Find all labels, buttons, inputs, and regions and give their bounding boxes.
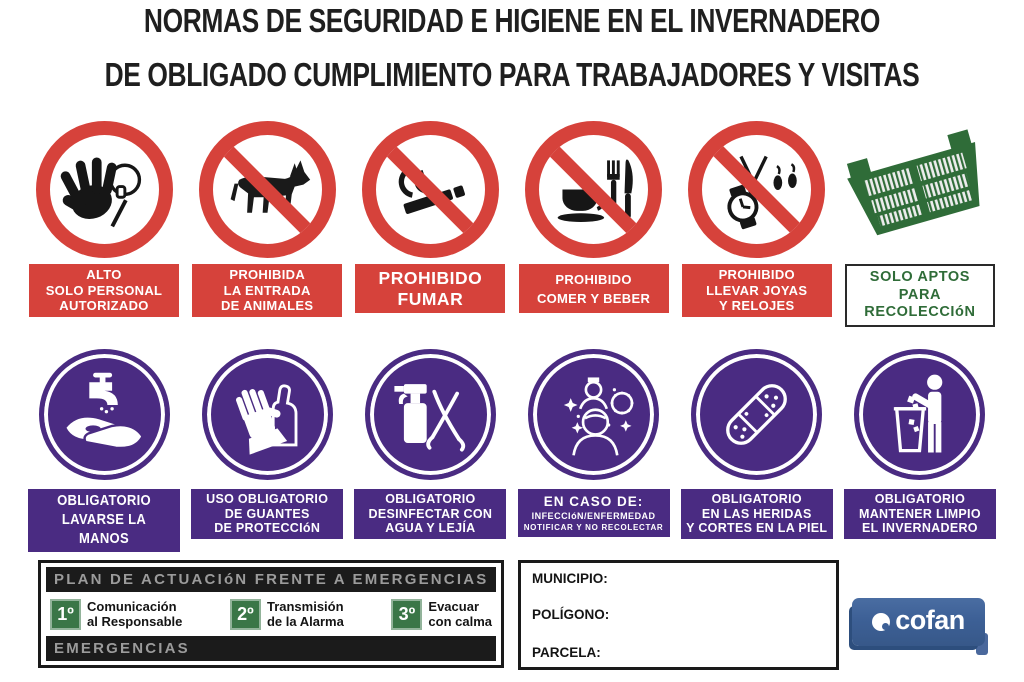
label-line: Y RELOJES	[719, 298, 795, 313]
keep-clean-icon	[859, 354, 980, 475]
poligono-field-label: POLÍGONO:	[532, 607, 610, 622]
sign-prohibido-joyas-relojes	[677, 121, 837, 327]
sign-label	[518, 489, 670, 537]
gloves-icon	[207, 354, 328, 475]
infection-icon	[533, 354, 654, 475]
mandatory-circle	[39, 349, 170, 480]
label-line: DESINFECTAR CON	[368, 506, 493, 521]
sign-label	[28, 489, 180, 552]
location-box	[518, 560, 839, 670]
sign-label	[191, 489, 343, 539]
emergency-plan-steps	[46, 598, 496, 631]
emergency-step-3	[391, 599, 492, 630]
sign-label	[845, 264, 995, 327]
sign-label	[355, 264, 505, 313]
step-line: Comunicación	[87, 599, 177, 614]
label-line: PROHIBIDO	[378, 267, 483, 288]
step-line: al Responsable	[87, 614, 183, 629]
label-line: LLEVAR JOYAS	[706, 282, 808, 298]
step-line: con calma	[428, 614, 492, 629]
label-line: COMER Y BEBER	[536, 290, 651, 306]
sign-label	[192, 264, 342, 317]
sign-en-caso-de-infeccion	[514, 349, 674, 552]
sign-alto-personal-autorizado	[24, 121, 184, 327]
sign-guantes-proteccion	[187, 349, 347, 552]
step-text	[428, 599, 492, 629]
prohibition-signs-row	[24, 121, 1000, 327]
label-line: OBLIGATORIO	[874, 492, 966, 506]
prohibition-circle	[36, 121, 173, 258]
label-line: DE PROTECCIóN	[214, 521, 321, 535]
wash-hands-icon	[44, 354, 165, 475]
sign-prohibido-comer-beber	[514, 121, 674, 327]
emergency-step-2	[230, 599, 344, 630]
label-line: PROHIBIDO	[718, 267, 795, 282]
label-line: USO OBLIGATORIO	[206, 492, 329, 506]
crate-image-wrap	[842, 121, 998, 258]
step-line: Evacuar	[428, 599, 479, 614]
sign-label	[844, 489, 996, 539]
poster-title-line2: DE OBLIGADO CUMPLIMIENTO PARA TRABAJADORES Y VISITAS	[104, 56, 920, 93]
step-number-badge: 3º	[391, 599, 422, 630]
step-text	[267, 599, 344, 629]
label-line: PROHIBIDO	[555, 271, 632, 287]
mandatory-circle	[202, 349, 333, 480]
prohibition-circle	[688, 121, 825, 258]
label-line: Y CORTES EN LA PIEL	[686, 521, 828, 535]
label-line: AGUA Y LEJÍA	[385, 521, 476, 535]
sign-heridas-cortes	[677, 349, 837, 552]
sign-solo-aptos-recoleccion	[840, 121, 1000, 327]
label-line: DE ANIMALES	[220, 298, 314, 313]
mandatory-circle	[854, 349, 985, 480]
label-line: FUMAR	[397, 288, 464, 309]
label-line: SOLO PERSONAL	[45, 282, 163, 298]
label-line: EN LAS HERIDAS	[701, 506, 812, 521]
label-line: ALTO	[86, 267, 122, 282]
emergency-plan-box	[38, 560, 504, 668]
poster-title-line1: NORMAS DE SEGURIDAD E HIGIENE EN EL INVERNADERO	[143, 2, 881, 39]
sign-mantener-limpio	[840, 349, 1000, 552]
sign-lavarse-manos	[24, 349, 184, 552]
mandatory-signs-row	[24, 349, 1000, 552]
prohibition-circle	[362, 121, 499, 258]
step-line: de la Alarma	[266, 614, 344, 629]
parcela-field-label: PARCELA:	[532, 645, 601, 660]
cofan-dot-icon	[872, 613, 890, 631]
mandatory-circle	[528, 349, 659, 480]
sign-label	[29, 264, 179, 317]
sign-prohibida-entrada-animales	[187, 121, 347, 327]
mandatory-circle	[691, 349, 822, 480]
logo-tab-decoration	[976, 633, 988, 655]
mandatory-circle	[365, 349, 496, 480]
label-line: LA ENTRADA	[223, 282, 311, 298]
label-line: PROHIBIDA	[229, 267, 306, 282]
municipio-field-label: MUNICIPIO:	[532, 571, 608, 586]
label-line: EL INVERNADERO	[862, 521, 978, 535]
label-line: OBLIGATORIO	[385, 492, 476, 506]
prohibition-circle	[199, 121, 336, 258]
label-line: NOTIFICAR Y NO RECOLECTAR	[523, 522, 664, 532]
label-line: AUTORIZADO	[59, 298, 149, 313]
label-line: RECOLECCIóN	[864, 304, 976, 320]
sign-prohibido-fumar	[350, 121, 510, 327]
sign-label	[682, 264, 832, 317]
sign-desinfectar	[350, 349, 510, 552]
step-line: Transmisión	[266, 599, 344, 614]
step-number-badge: 2º	[230, 599, 261, 630]
sign-label	[519, 264, 669, 313]
label-line: OBLIGATORIO	[711, 492, 802, 506]
emergency-footer-bar: EMERGENCIAS	[46, 636, 496, 661]
cofan-logo	[852, 598, 985, 646]
sign-label	[681, 489, 833, 539]
label-line: OBLIGATORIO	[57, 493, 151, 509]
prohibition-circle	[525, 121, 662, 258]
label-line: DE GUANTES	[224, 506, 310, 521]
label-line: PARA	[898, 286, 942, 303]
cofan-logo-text: cofan	[895, 605, 965, 635]
label-line: MANTENER LIMPIO	[859, 506, 981, 521]
emergency-plan-header: PLAN DE ACTUACIóN FRENTE A EMERGENCIAS	[46, 567, 496, 592]
disinfect-icon	[370, 354, 491, 475]
bandage-icon	[696, 354, 817, 475]
label-line: LAVARSE LA MANOS	[61, 512, 147, 547]
harvest-crate-icon	[842, 123, 998, 256]
emergency-step-1	[50, 599, 182, 630]
step-text	[87, 599, 182, 629]
stop-hand-icon	[50, 135, 159, 244]
label-line: EN CASO DE:	[543, 493, 644, 509]
label-line: SOLO APTOS	[869, 269, 971, 285]
sign-label	[354, 489, 506, 539]
label-line: INFECCIóN/ENFERMEDAD	[531, 510, 656, 521]
step-number-badge: 1º	[50, 599, 81, 630]
